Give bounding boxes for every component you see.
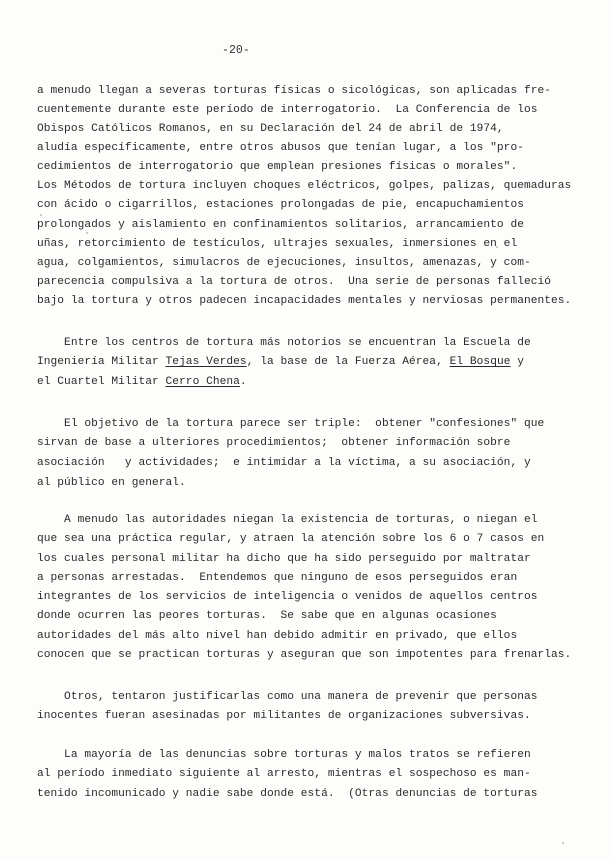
text-line: integrantes de los servicios de inteligencia o venidos de aquellos centros xyxy=(37,591,538,603)
text-line: uñas, retorcimiento de testículos, ultrajes sexuales, inmersiones en el xyxy=(37,238,518,250)
scan-speck xyxy=(562,842,564,844)
text-line: Ingeniería Militar Tejas Verdes, la base de la Fuerza Aérea, El Bosque y xyxy=(37,356,525,368)
page-number: -20- xyxy=(222,44,250,57)
text-line: sirvan de base a ulteriores procedimientos; obtener información sobre xyxy=(37,437,511,449)
text-line: conocen que se practican torturas y aseguran que son impotentes para frenarlas. xyxy=(37,649,572,661)
text-line: a menudo llegan a severas torturas físicas o sicológicas, son aplicadas fre- xyxy=(37,85,552,97)
text-line: a personas arrestadas. Entendemos que ninguno de esos perseguidos eran xyxy=(37,572,518,584)
text-line: tenido incomunicado y nadie sabe donde está. (Otras denuncias de torturas xyxy=(37,788,538,800)
text-line: que sea una práctica regular, y atraen la atención sobre los 6 o 7 casos en xyxy=(37,533,545,545)
text-line: Entre los centros de tortura más notorios se encuentran la Escuela de xyxy=(37,337,531,349)
text-line: cuentemente durante este período de interrogatorio. La Conferencia de los xyxy=(37,104,538,116)
text-line: agua, colgamientos, simulacros de ejecuciones, insultos, amenazas, y com- xyxy=(37,257,531,269)
text-line: cedimientos de interrogatorio que emplean presiones físicas o morales". xyxy=(37,161,518,173)
text-line: con ácido o cigarrillos, estaciones prolongadas de pie, encapuchamientos xyxy=(37,199,524,211)
text-line: Obispos Católicos Romanos, en su Declaración del 24 de abril de 1974, xyxy=(37,123,504,135)
text-line: donde ocurren las peores torturas. Se sabe que en algunas ocasiones xyxy=(37,610,497,622)
underlined-place-name: Cerro Chena xyxy=(165,376,240,388)
text-line: asociación y actividades; e intimidar a la víctima, a su asociación, y xyxy=(37,457,531,469)
text-line: autoridades del más alto nivel han debido admitir en privado, que ellos xyxy=(37,630,518,642)
text-line: el Cuartel Militar Cerro Chena. xyxy=(37,376,247,388)
text-line: aludía específicamente, entre otros abusos que tenían lugar, a los "pro- xyxy=(37,142,524,154)
text-line: bajo la tortura y otros padecen incapacidades mentales y nerviosas permanentes. xyxy=(37,295,572,307)
text-line: Otros, tentaron justificarlas como una manera de prevenir que personas xyxy=(37,691,538,703)
text-line: Los Métodos de tortura incluyen choques eléctricos, golpes, palizas, quemaduras xyxy=(37,180,572,192)
text-line: inocentes fueran asesinadas por militantes de organizaciones subversivas. xyxy=(37,710,531,722)
text-line: al período inmediato siguiente al arresto, mientras el sospechoso es man- xyxy=(37,768,531,780)
text-line: al público en general. xyxy=(37,477,186,489)
scan-speck xyxy=(86,232,88,234)
text-line: A menudo las autoridades niegan la existencia de torturas, o niegan el xyxy=(37,514,538,526)
text-line: El objetivo de la tortura parece ser triple: obtener "confesiones" que xyxy=(37,418,545,430)
text-line: La mayoría de las denuncias sobre torturas y malos tratos se refieren xyxy=(37,749,531,761)
text-line: prolongados y aislamiento en confinamientos solitarios, arrancamiento de xyxy=(37,219,524,231)
underlined-place-name: El Bosque xyxy=(449,356,511,368)
underlined-place-name: Tejas Verdes xyxy=(165,356,247,368)
text-line: los cuales personal militar ha dicho que ha sido perseguido por maltratar xyxy=(37,553,531,565)
text-line: parecencia compulsiva a la tortura de otros. Una serie de personas falleció xyxy=(37,276,552,288)
scan-speck xyxy=(40,214,42,216)
